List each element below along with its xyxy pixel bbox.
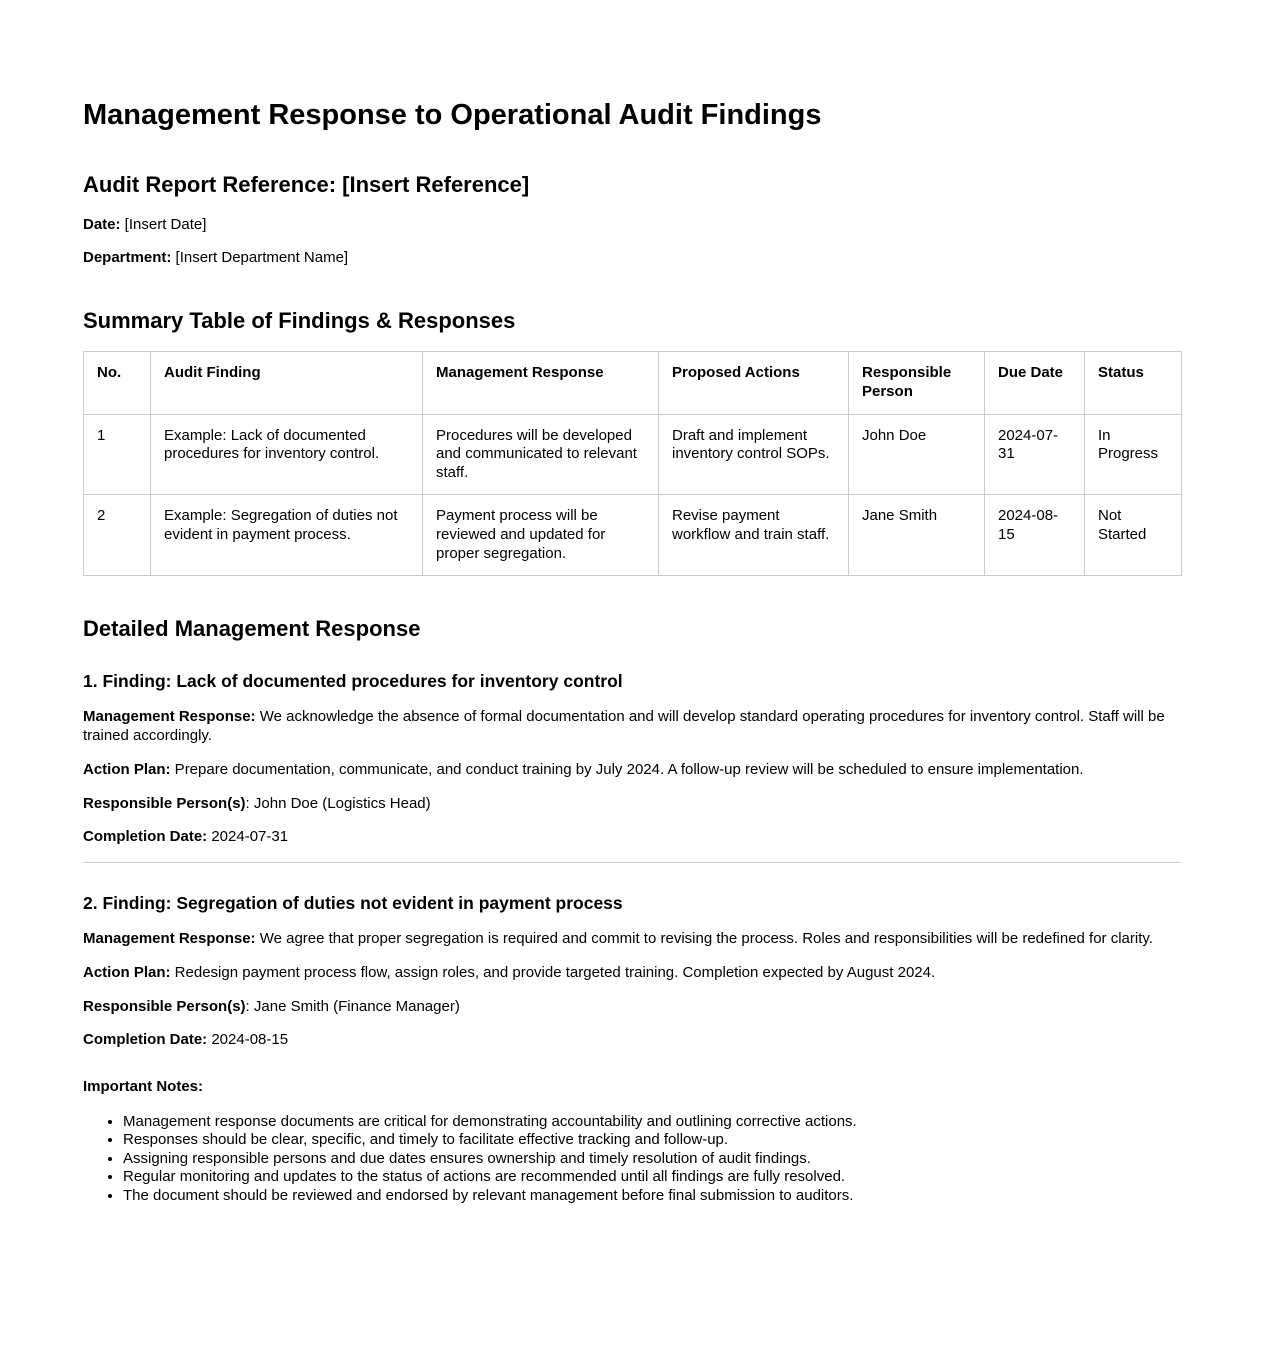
table-row: [84, 414, 1182, 495]
detailed-response-heading: Detailed Management Response: [83, 616, 421, 642]
finding-1-responsible-person: [83, 795, 1181, 814]
audit-report-reference-heading: Audit Report Reference: [Insert Reference]: [83, 172, 530, 198]
column-header-due-date: Due Date: [985, 352, 1085, 414]
action-plan-label: Action Plan:: [83, 963, 171, 981]
cell-no: 1: [84, 414, 151, 495]
department-label: Department:: [83, 249, 172, 267]
cell-proposed-actions: Draft and implement inventory control SOPs.: [659, 414, 849, 495]
cell-management-response: Procedures will be developed and communicated to relevant staff.: [423, 414, 659, 495]
section-divider: [83, 862, 1181, 863]
column-header-responsible-person: Responsible Person: [849, 352, 985, 414]
document-content: [83, 0, 1181, 1205]
action-plan-label: Action Plan:: [83, 760, 171, 778]
column-header-management-response: Management Response: [423, 352, 659, 414]
cell-management-response: Payment process will be reviewed and updated for proper segregation.: [423, 495, 659, 576]
cell-status: In Progress: [1085, 414, 1182, 495]
completion-date-text: 2024-07-31: [207, 828, 289, 846]
responsible-person-label: Responsible Person(s): [83, 794, 246, 812]
column-header-audit-finding: Audit Finding: [151, 352, 423, 414]
cell-audit-finding: Example: Lack of documented procedures for inventory control.: [151, 414, 423, 495]
column-header-proposed-actions: Proposed Actions: [659, 352, 849, 414]
responsible-person-label: Responsible Person(s): [83, 997, 246, 1015]
completion-date-label: Completion Date:: [83, 828, 208, 846]
important-notes-list: [83, 1113, 1181, 1205]
finding-2-management-response: [83, 930, 1181, 949]
responsible-person-text: : John Doe (Logistics Head): [245, 794, 431, 812]
management-response-label: Management Response:: [83, 708, 256, 726]
note-item: • Management response documents are critical for demonstrating accountability and outlining corrective actions.: [123, 1113, 1181, 1131]
date-line: [83, 216, 1181, 235]
finding-1-management-response: [83, 708, 1181, 746]
finding-2-responsible-person: [83, 998, 1181, 1017]
date-label: Date:: [83, 215, 121, 233]
completion-date-text: 2024-08-15: [207, 1031, 289, 1049]
department-value: [Insert Department Name]: [171, 249, 349, 267]
management-response-text: We acknowledge the absence of formal documentation and will develop standard operating procedures for inventory control. Staff will be trained accordingly.: [83, 708, 1165, 745]
document-title: Management Response to Operational Audit Findings: [83, 99, 822, 131]
finding-1-heading: 1. Finding: Lack of documented procedures for inventory control: [83, 671, 623, 692]
finding-2-heading: 2. Finding: Segregation of duties not evident in payment process: [83, 893, 623, 914]
cell-responsible-person: John Doe: [849, 414, 985, 495]
findings-summary-table: [83, 351, 1182, 576]
department-line: [83, 249, 1181, 268]
column-header-status: Status: [1085, 352, 1182, 414]
management-response-text: We agree that proper segregation is required and commit to revising the process. Roles and responsibilities will be redefined for clarity.: [255, 930, 1153, 948]
note-item: • Regular monitoring and updates to the status of actions are recommended until all findings are fully resolved.: [123, 1168, 1181, 1186]
finding-2-completion-date: [83, 1031, 1181, 1050]
table-header-row: [84, 352, 1182, 414]
completion-date-label: Completion Date:: [83, 1031, 208, 1049]
finding-1-action-plan: [83, 761, 1181, 780]
cell-audit-finding: Example: Segregation of duties not evident in payment process.: [151, 495, 423, 576]
date-value: [Insert Date]: [120, 215, 207, 233]
action-plan-text: Prepare documentation, communicate, and conduct training by July 2024. A follow-up review will be scheduled to ensure implementation.: [170, 760, 1084, 778]
note-item: • Assigning responsible persons and due dates ensures ownership and timely resolution of audit findings.: [123, 1150, 1181, 1168]
important-notes-heading: [83, 1078, 1181, 1097]
note-item: • The document should be reviewed and endorsed by relevant management before final submission to auditors.: [123, 1187, 1181, 1205]
finding-2-action-plan: [83, 964, 1181, 983]
important-notes-label: Important Notes:: [83, 1078, 203, 1096]
cell-due-date: 2024-08-15: [985, 495, 1085, 576]
cell-no: 2: [84, 495, 151, 576]
note-item: • Responses should be clear, specific, and timely to facilitate effective tracking and follow-up.: [123, 1131, 1181, 1149]
management-response-label: Management Response:: [83, 930, 256, 948]
cell-responsible-person: Jane Smith: [849, 495, 985, 576]
table-row: [84, 495, 1182, 576]
responsible-person-text: : Jane Smith (Finance Manager): [245, 997, 460, 1015]
column-header-no: No.: [84, 352, 151, 414]
summary-table-heading: Summary Table of Findings & Responses: [83, 308, 516, 334]
cell-status: Not Started: [1085, 495, 1182, 576]
action-plan-text: Redesign payment process flow, assign roles, and provide targeted training. Completion expected by August 2024.: [170, 963, 936, 981]
cell-due-date: 2024-07-31: [985, 414, 1085, 495]
cell-proposed-actions: Revise payment workflow and train staff.: [659, 495, 849, 576]
finding-1-completion-date: [83, 828, 1181, 847]
